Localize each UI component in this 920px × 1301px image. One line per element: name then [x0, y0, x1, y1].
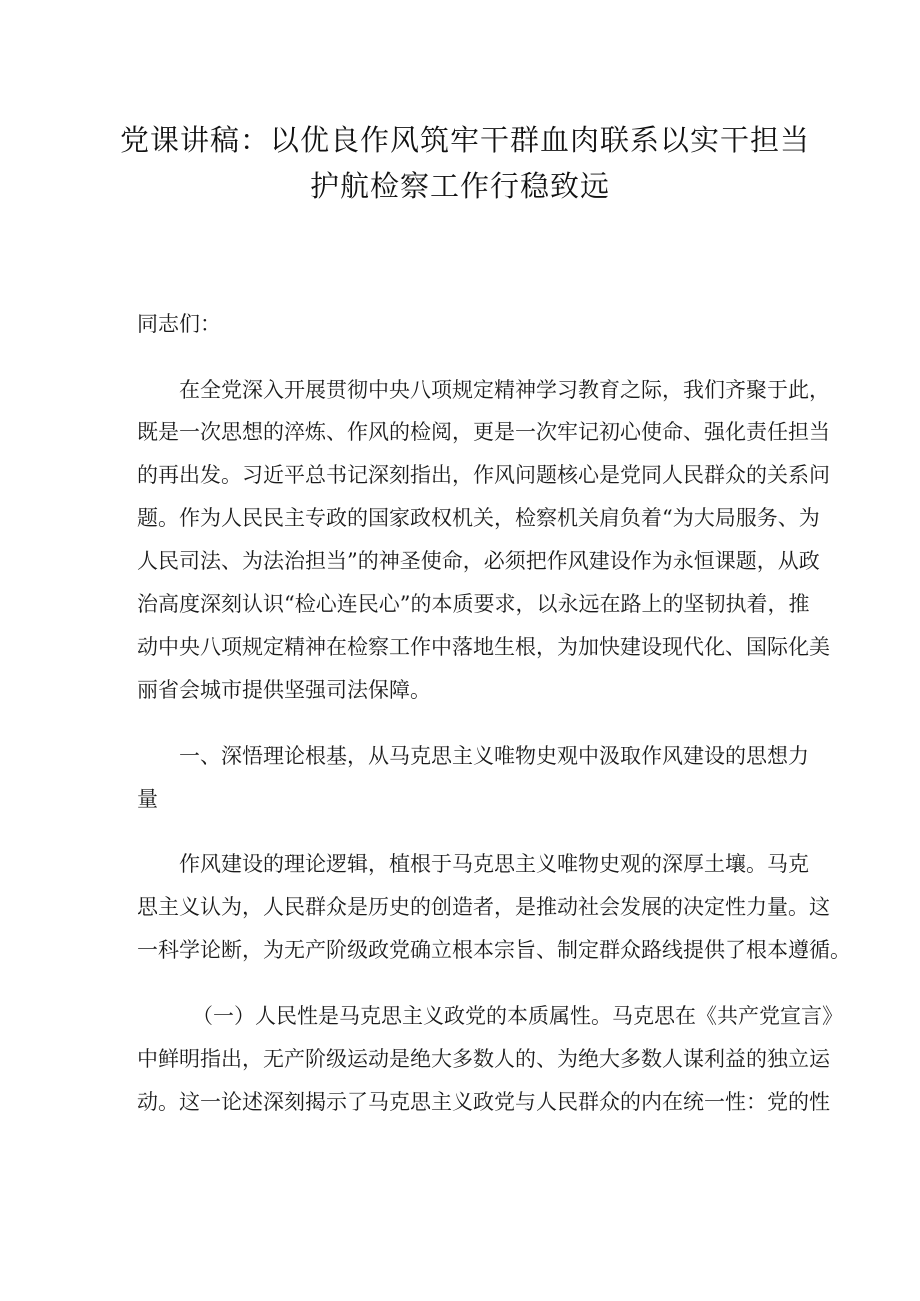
intro-line: 在全党深入开展贯彻中央八项规定精神学习教育之际，我们齐聚于此，	[179, 378, 830, 402]
section-heading-1: 量	[137, 787, 158, 811]
intro-line: 丽省会城市提供坚强司法保障。	[137, 678, 431, 702]
intro-line: 人民司法、为法治担当”的神圣使命，必须把作风建设作为永恒课题，从政	[137, 549, 820, 573]
intro-line: 既是一次思想的淬炼、作风的检阅，更是一次牢记初心使命、强化责任担当	[137, 420, 830, 444]
theory-line: 一科学论断，为无产阶级政党确立根本宗旨、制定群众路线提供了根本遵循。	[137, 938, 851, 962]
intro-line: 题。作为人民民主专政的国家政权机关，检察机关肩负着“为大局服务、为	[137, 506, 820, 530]
intro-line: 治高度深刻认识“检心连民心”的本质要求，以永远在路上的坚韧执着，推	[137, 592, 810, 616]
subsection-1-line: （一）人民性是马克思主义政党的本质属性。马克思在《共产党宣言》	[192, 1004, 843, 1028]
section-heading-1: 一、深悟理论根基，从马克思主义唯物史观中汲取作风建设的思想力	[179, 744, 809, 768]
theory-line: 作风建设的理论逻辑，植根于马克思主义唯物史观的深厚土壤。马克	[179, 852, 809, 876]
document-title-line-2: 护航检察工作行稳致远	[309, 169, 610, 203]
theory-line: 思主义认为，人民群众是历史的创造者，是推动社会发展的决定性力量。这	[137, 895, 830, 919]
subsection-1-line: 动。这一论述深刻揭示了马克思主义政党与人民群众的内在统一性：党的性	[137, 1090, 830, 1114]
document-title-line-1: 党课讲稿：以优良作风筑牢干群血肉联系以实干担当	[120, 123, 811, 157]
intro-line: 动中央八项规定精神在检察工作中落地生根，为加快建设现代化、国际化美	[137, 635, 830, 659]
intro-line: 的再出发。习近平总书记深刻指出，作风问题核心是党同人民群众的关系问	[137, 463, 830, 487]
subsection-1-line: 中鲜明指出，无产阶级运动是绝大多数人的、为绝大多数人谋利益的独立运	[137, 1047, 830, 1071]
salutation: 同志们：	[137, 312, 221, 336]
